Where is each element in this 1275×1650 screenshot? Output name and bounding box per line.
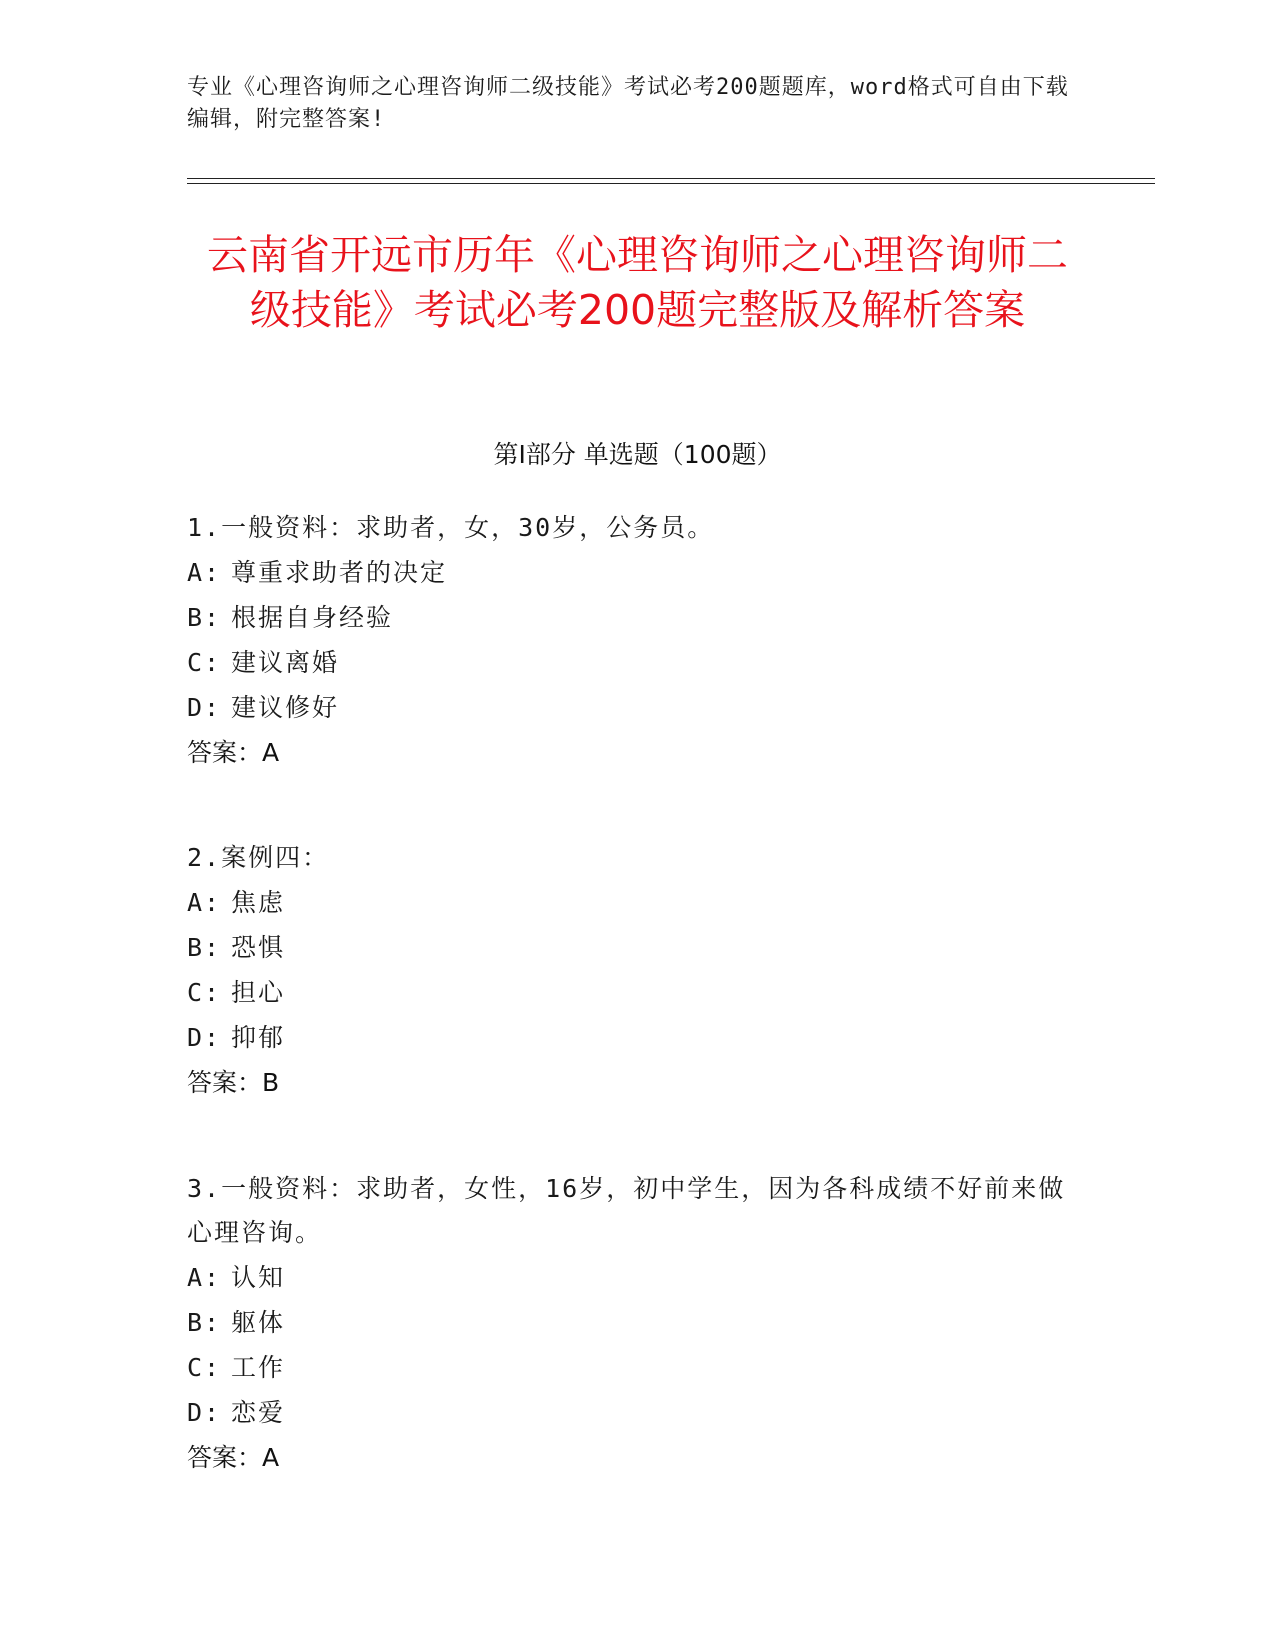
- option-letter: B:: [187, 1308, 222, 1337]
- option-letter: D:: [187, 693, 222, 722]
- option-a: [187, 1255, 1077, 1300]
- option-d: [187, 1015, 1077, 1060]
- option-b: [187, 595, 1077, 640]
- answer-line: 答案：B: [187, 1068, 280, 1097]
- option-text: 建议离婚: [231, 648, 340, 677]
- header-divider-top: [187, 178, 1155, 179]
- option-c: [187, 970, 1077, 1015]
- question-1: [187, 506, 1077, 775]
- option-letter: A:: [187, 1263, 222, 1292]
- question-2: [187, 836, 1077, 1105]
- option-letter: A:: [187, 558, 222, 587]
- question-stem: 1.一般资料：求助者，女，30岁，公务员。: [187, 513, 715, 542]
- option-letter: D:: [187, 1398, 222, 1427]
- section-title: 第Ⅰ部分 单选题（100题）: [493, 440, 782, 469]
- option-b: [187, 1300, 1077, 1345]
- option-text: 抑郁: [231, 1023, 286, 1052]
- option-letter: C:: [187, 978, 222, 1007]
- answer-line: 答案：A: [187, 738, 280, 767]
- option-text: 根据自身经验: [231, 603, 394, 632]
- option-text: 认知: [231, 1263, 286, 1292]
- option-letter: A:: [187, 888, 222, 917]
- option-text: 工作: [231, 1353, 286, 1382]
- option-text: 恐惧: [231, 933, 286, 962]
- option-letter: C:: [187, 1353, 222, 1382]
- question-3: [187, 1167, 1077, 1480]
- option-d: [187, 685, 1077, 730]
- option-text: 焦虑: [231, 888, 286, 917]
- option-a: [187, 550, 1077, 595]
- option-letter: D:: [187, 1023, 222, 1052]
- option-text: 建议修好: [231, 693, 340, 722]
- option-text: 尊重求助者的决定: [231, 558, 448, 587]
- option-c: [187, 1345, 1077, 1390]
- option-text: 担心: [231, 978, 286, 1007]
- option-letter: B:: [187, 603, 222, 632]
- question-stem: 3.一般资料：求助者，女性，16岁，初中学生，因为各科成绩不好前来做心理咨询。: [187, 1174, 1066, 1247]
- header-note: 专业《心理咨询师之心理咨询师二级技能》考试必考200题题库，word格式可自由下载编辑，附完整答案!: [187, 75, 1069, 132]
- option-letter: C:: [187, 648, 222, 677]
- question-stem: 2.案例四：: [187, 843, 330, 872]
- option-b: [187, 925, 1077, 970]
- answer-line: 答案：A: [187, 1443, 280, 1472]
- option-a: [187, 880, 1077, 925]
- option-text: 躯体: [231, 1308, 286, 1337]
- option-c: [187, 640, 1077, 685]
- option-d: [187, 1390, 1077, 1435]
- option-text: 恋爱: [231, 1398, 286, 1427]
- header-divider-bottom: [187, 183, 1155, 184]
- option-letter: B:: [187, 933, 222, 962]
- document-title: 云南省开远市历年《心理咨询师之心理咨询师二级技能》考试必考200题完整版及解析答案: [207, 231, 1068, 334]
